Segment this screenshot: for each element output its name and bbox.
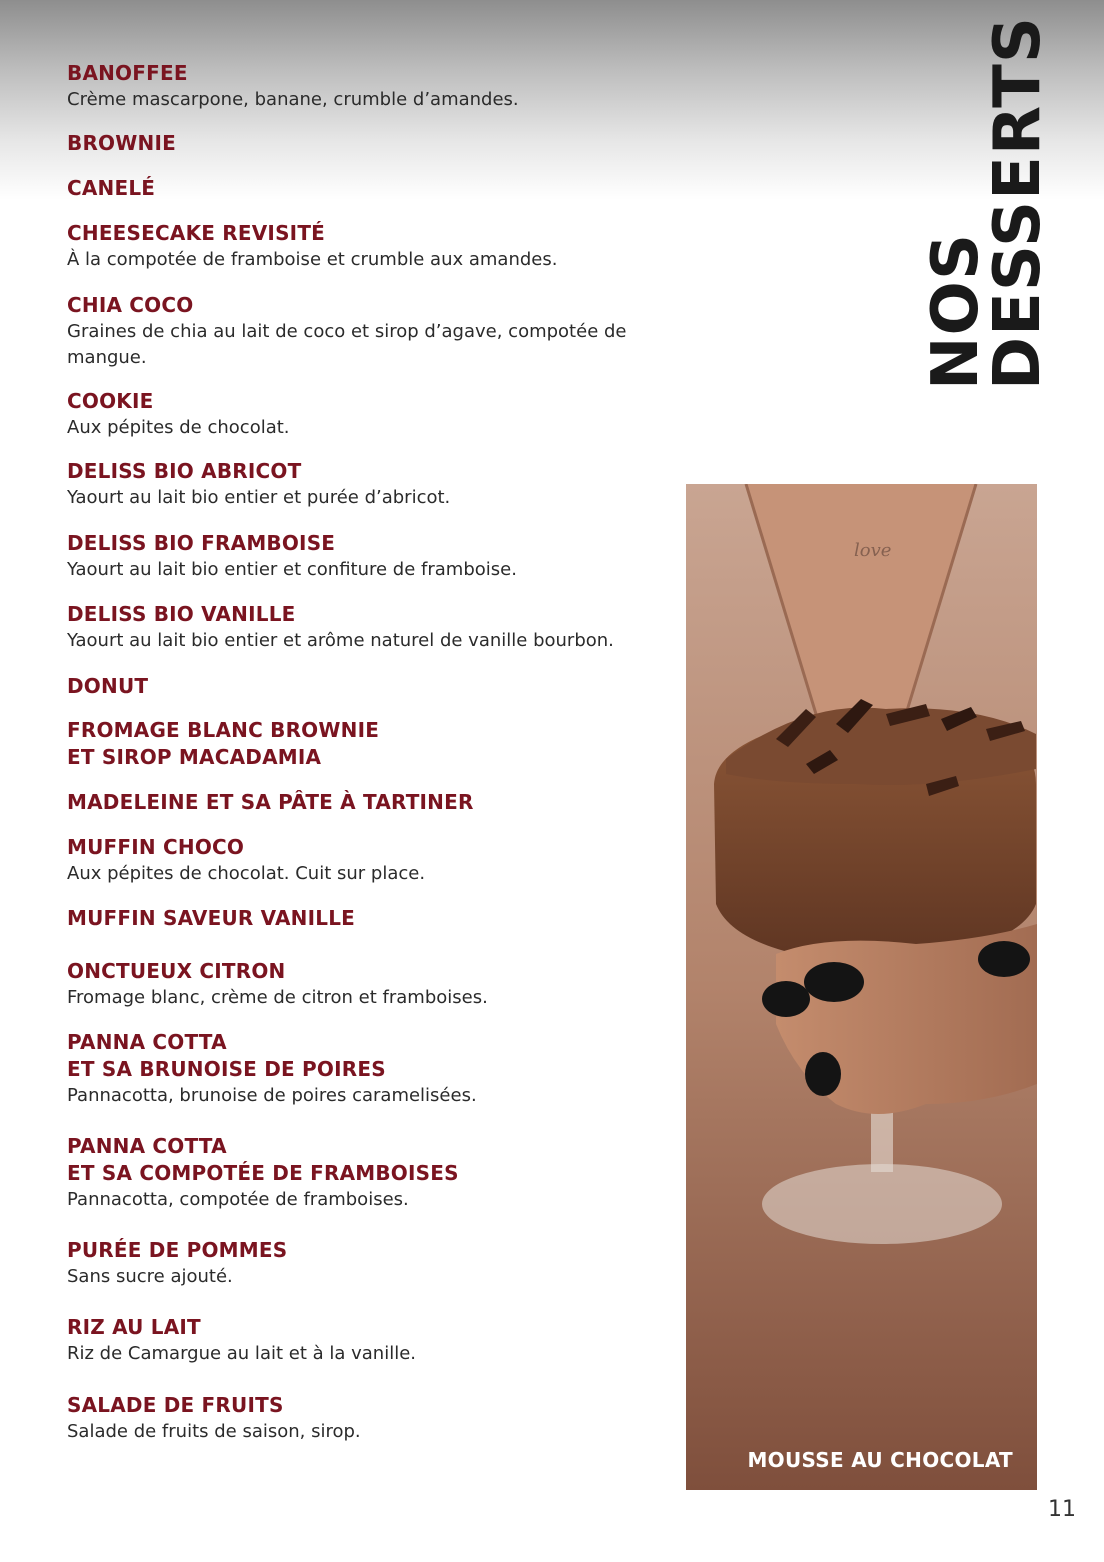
menu-item bbox=[67, 60, 687, 113]
menu-item-description: Pannacotta, compotée de framboises. bbox=[67, 1189, 409, 1210]
tattoo-icon: love bbox=[854, 540, 892, 561]
menu-item-name: MUFFIN SAVEUR VANILLE bbox=[67, 906, 356, 930]
menu-item-name: ONCTUEUX CITRON bbox=[67, 959, 286, 983]
menu-item bbox=[67, 673, 687, 700]
menu-item bbox=[67, 175, 687, 202]
menu-item bbox=[67, 388, 687, 441]
menu-item bbox=[67, 1392, 687, 1445]
dessert-photo bbox=[686, 484, 1037, 1490]
menu-item-name: CANELÉ bbox=[67, 176, 156, 200]
menu-item-description: Crème mascarpone, banane, crumble d’amandes. bbox=[67, 89, 519, 110]
menu-item-description: Pannacotta, brunoise de poires caramelisées. bbox=[67, 1085, 477, 1106]
menu-item bbox=[67, 789, 687, 816]
menu-item-name: CHEESECAKE REVISITÉ bbox=[67, 221, 326, 245]
menu-item-name: DELISS BIO FRAMBOISE bbox=[67, 531, 336, 555]
menu-item-description: Yaourt au lait bio entier et arôme naturel de vanille bourbon. bbox=[67, 630, 614, 651]
menu-item bbox=[67, 905, 687, 932]
menu-item-description: Graines de chia au lait de coco et sirop d’agave, compotée de mangue. bbox=[67, 321, 627, 368]
menu-item bbox=[67, 1029, 687, 1109]
menu-item bbox=[67, 220, 687, 273]
menu-item-name: COOKIE bbox=[67, 389, 154, 413]
menu-item-name: RIZ AU LAIT bbox=[67, 1315, 201, 1339]
photo-caption: MOUSSE AU CHOCOLAT bbox=[747, 1448, 1013, 1472]
page-title-line-1: NOS bbox=[919, 232, 993, 390]
menu-item-name: MADELEINE ET SA PÂTE À TARTINER bbox=[67, 790, 474, 814]
menu-item-name: DELISS BIO VANILLE bbox=[67, 602, 296, 626]
menu-item-name: BANOFFEE bbox=[67, 61, 188, 85]
menu-item-name: PANNA COTTA ET SA COMPOTÉE DE FRAMBOISES bbox=[67, 1134, 459, 1185]
page-title-line-2: DESSERTS bbox=[981, 15, 1055, 390]
page-number: 11 bbox=[1048, 1497, 1076, 1522]
menu-item bbox=[67, 458, 687, 511]
menu-item bbox=[67, 530, 687, 583]
menu-item-name: DELISS BIO ABRICOT bbox=[67, 459, 302, 483]
menu-item-name: PANNA COTTA ET SA BRUNOISE DE POIRES bbox=[67, 1030, 386, 1081]
menu-item-name: SALADE DE FRUITS bbox=[67, 1393, 284, 1417]
menu-item-description: Aux pépites de chocolat. bbox=[67, 417, 290, 438]
mousse-illustration bbox=[686, 484, 1037, 1490]
menu-item bbox=[67, 834, 687, 887]
menu-item bbox=[67, 1314, 687, 1367]
menu-item bbox=[67, 601, 687, 654]
menu-item-description: Aux pépites de chocolat. Cuit sur place. bbox=[67, 863, 426, 884]
menu-item bbox=[67, 958, 687, 1011]
menu-item-description: Fromage blanc, crème de citron et framboises. bbox=[67, 987, 488, 1008]
menu-item-name: FROMAGE BLANC BROWNIE ET SIROP MACADAMIA bbox=[67, 718, 380, 769]
menu-item-description: Yaourt au lait bio entier et purée d’abricot. bbox=[67, 487, 451, 508]
page-title bbox=[919, 15, 1055, 390]
menu-item-name: CHIA COCO bbox=[67, 293, 194, 317]
menu-item-description: Yaourt au lait bio entier et confiture de framboise. bbox=[67, 559, 517, 580]
menu-item bbox=[67, 130, 687, 157]
menu-item bbox=[67, 1133, 687, 1213]
menu-item bbox=[67, 717, 687, 771]
menu-item-name: BROWNIE bbox=[67, 131, 176, 155]
menu-item-description: À la compotée de framboise et crumble aux amandes. bbox=[67, 249, 558, 270]
menu-item-description: Riz de Camargue au lait et à la vanille. bbox=[67, 1343, 416, 1364]
menu-item-name: PURÉE DE POMMES bbox=[67, 1238, 288, 1262]
menu-item bbox=[67, 1237, 687, 1290]
menu-item bbox=[67, 292, 687, 371]
menu-item-description: Sans sucre ajouté. bbox=[67, 1266, 233, 1287]
menu-item-description: Salade de fruits de saison, sirop. bbox=[67, 1421, 361, 1442]
menu-item-name: DONUT bbox=[67, 674, 149, 698]
menu-item-name: MUFFIN CHOCO bbox=[67, 835, 245, 859]
